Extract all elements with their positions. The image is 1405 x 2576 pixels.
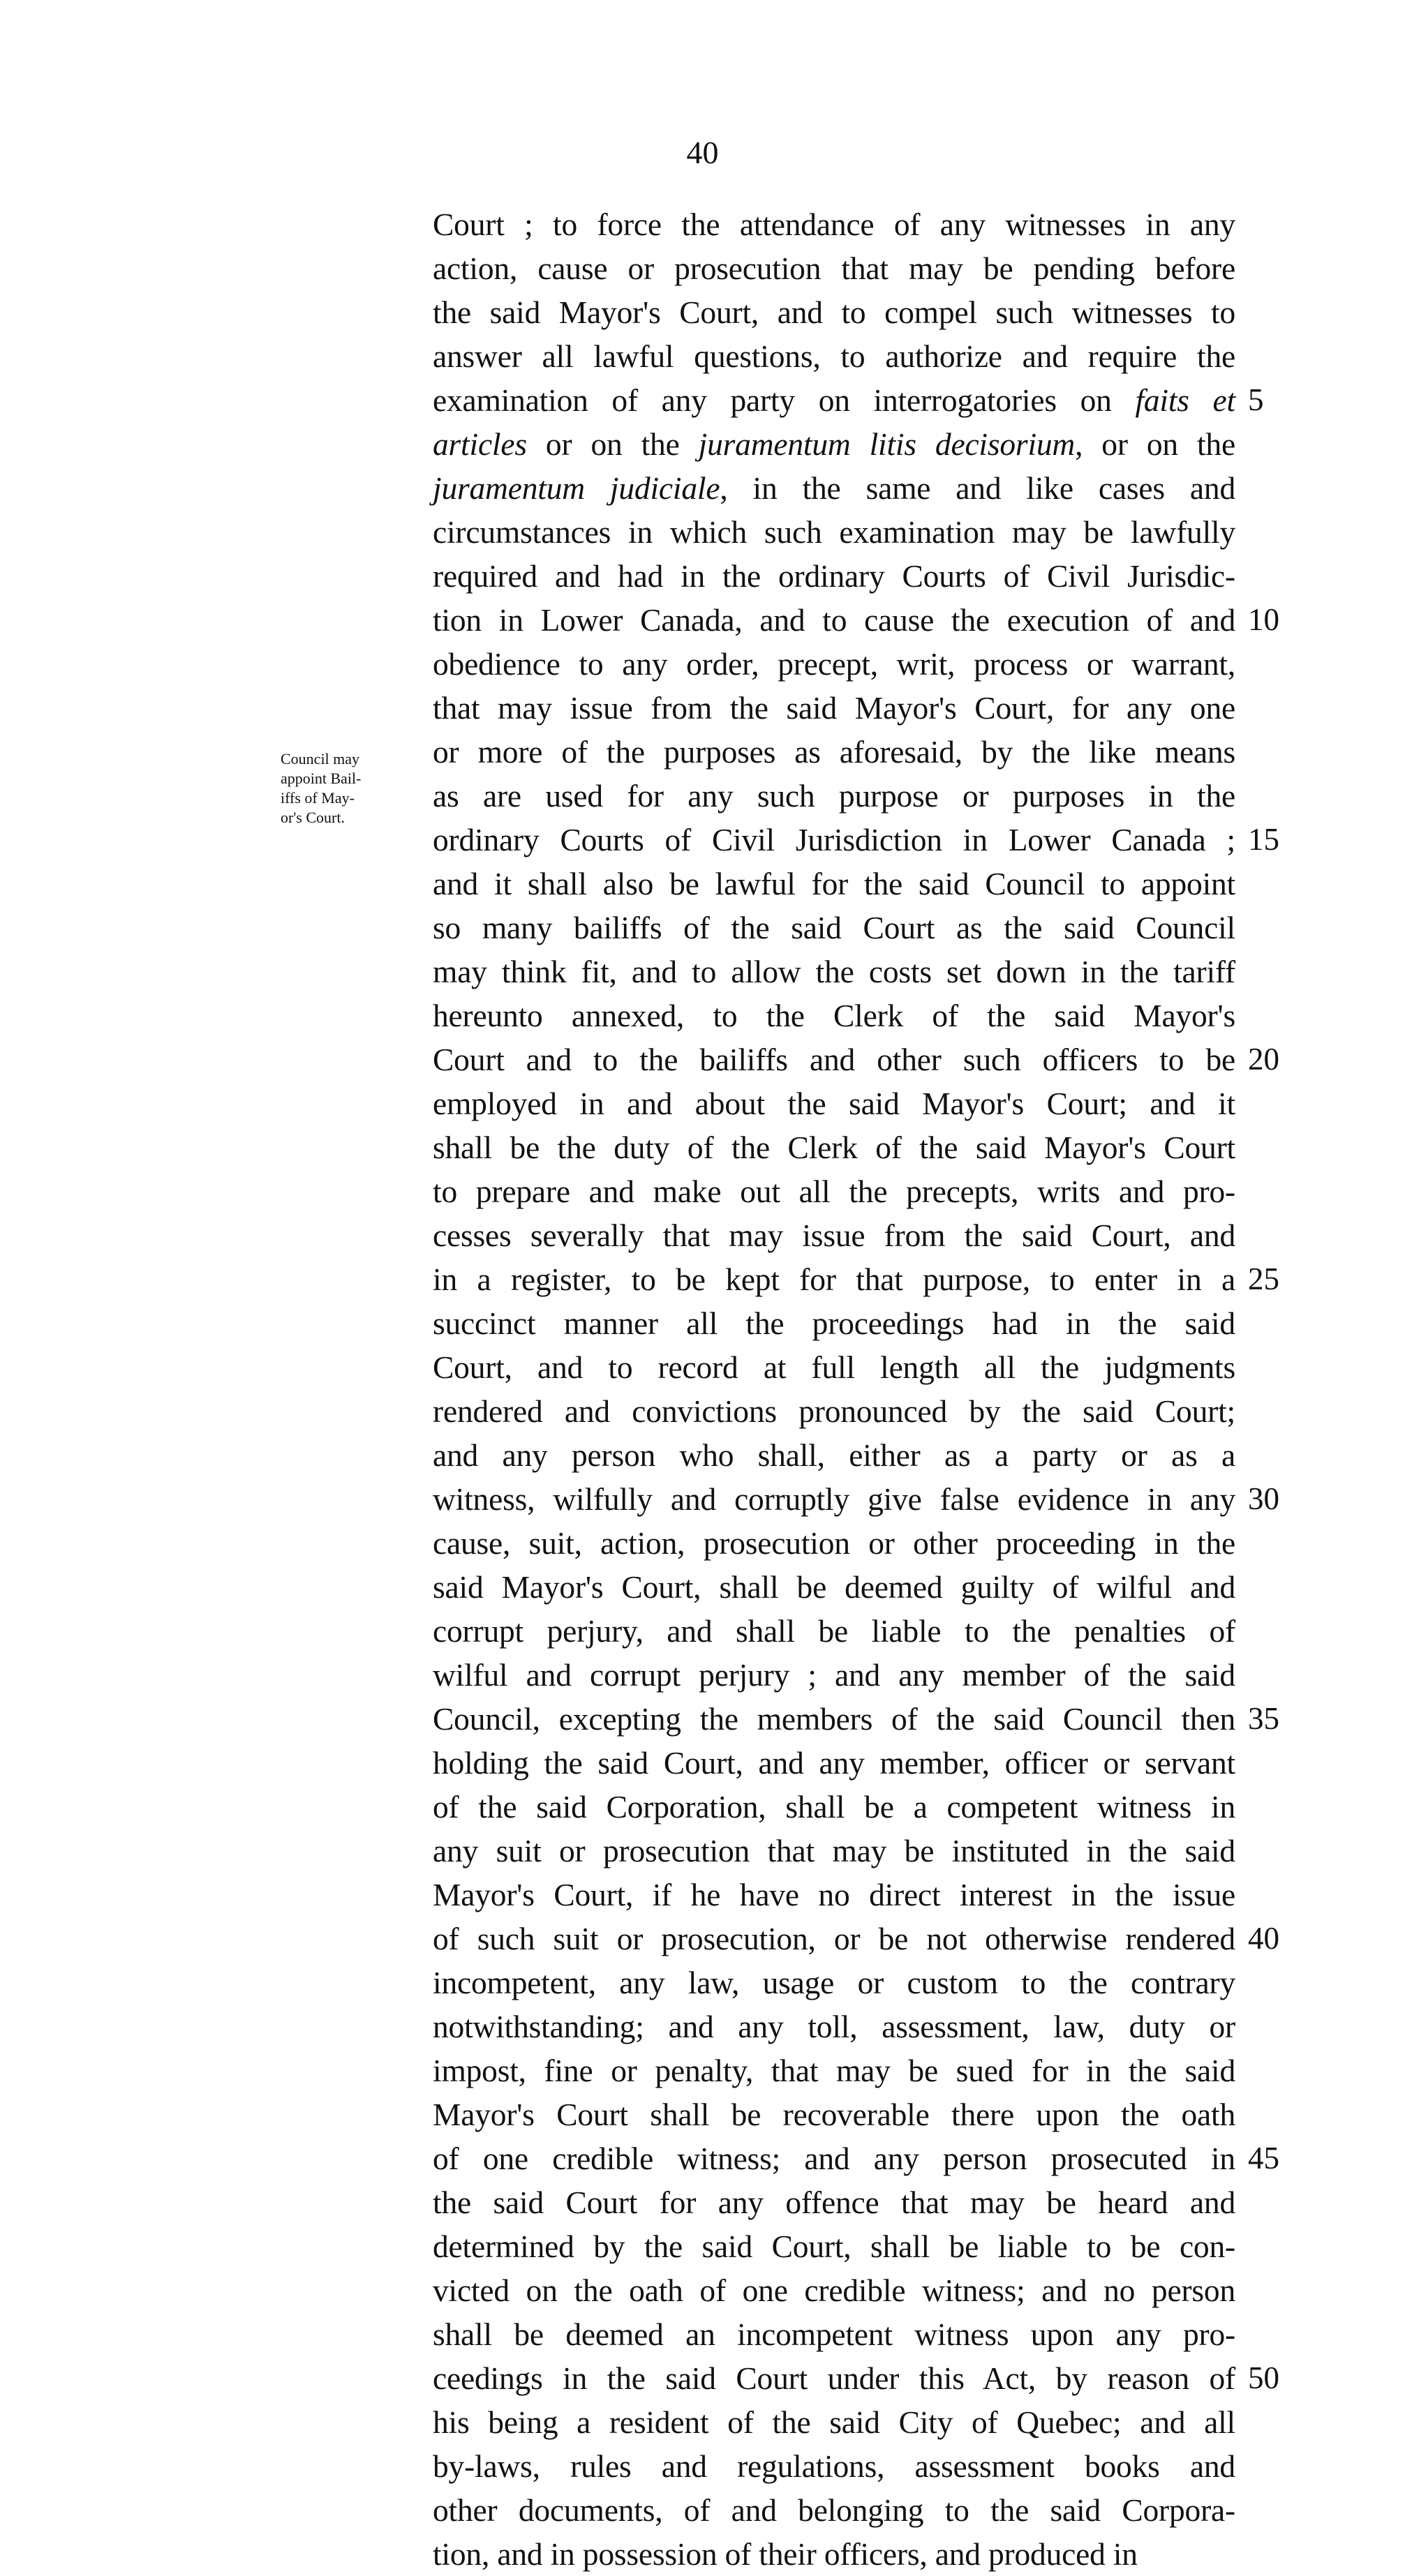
- text-line: so many bailiffs of the said Court as the said Council: [433, 910, 1235, 945]
- text-line: other documents, of and belonging to the said Corpora-: [433, 2492, 1235, 2528]
- text-line: to prepare and make out all the precepts, writs and pro-: [433, 1174, 1235, 1209]
- text-line: rendered and convictions pronounced by the said Court;: [433, 1393, 1235, 1429]
- margin-note-line: appoint Bail-: [281, 770, 362, 787]
- text-line: Council, excepting the members of the said Council then: [433, 1701, 1235, 1737]
- margin-note: [281, 749, 413, 828]
- text-line: said Mayor's Court, shall be deemed guilty of wilful and: [433, 1569, 1235, 1605]
- line-number: 50: [1248, 2360, 1279, 2395]
- text-line: his being a resident of the said City of Quebec; and all: [433, 2404, 1235, 2440]
- text-line: impost, fine or penalty, that may be sued for in the said: [433, 2053, 1235, 2088]
- text-line: action, cause or prosecution that may be pending before: [433, 250, 1235, 286]
- line-number: 5: [1248, 382, 1264, 417]
- text-line: Court ; to force the attendance of any witnesses in any: [433, 207, 1235, 242]
- text-line: employed in and about the said Mayor's Court; and it: [433, 1086, 1235, 1121]
- text-line: in a register, to be kept for that purpose, to enter in a: [433, 1261, 1235, 1297]
- text-line: cesses severally that may issue from the said Court, and: [433, 1218, 1235, 1253]
- text-line: determined by the said Court, shall be liable to be con-: [433, 2229, 1235, 2264]
- line-number: 30: [1248, 1481, 1279, 1516]
- text-line: circumstances in which such examination may be lawfully: [433, 514, 1235, 550]
- text-line: notwithstanding; and any toll, assessment, law, duty or: [433, 2009, 1235, 2044]
- text-line: witness, wilfully and corruptly give false evidence in any: [433, 1481, 1235, 1517]
- body-text: [433, 202, 1235, 2576]
- text-line: tion in Lower Canada, and to cause the execution of and: [433, 602, 1235, 638]
- text-line: the said Mayor's Court, and to compel such witnesses to: [433, 294, 1235, 330]
- text-line: of such suit or prosecution, or be not otherwise rendered: [433, 1921, 1235, 1956]
- margin-note-line: or's Court.: [281, 809, 345, 826]
- line-number: 20: [1248, 1042, 1279, 1077]
- line-number: 45: [1248, 2141, 1279, 2176]
- text-line: that may issue from the said Mayor's Court, for any one: [433, 690, 1235, 726]
- text-line: victed on the oath of one credible witness; and no person: [433, 2272, 1235, 2308]
- text-line: Court and to the bailiffs and other such officers to be: [433, 1042, 1235, 1077]
- text-line: ceedings in the said Court under this Act, by reason of: [433, 2360, 1235, 2396]
- text-line: examination of any party on interrogatories on faits et: [433, 382, 1235, 418]
- text-line: as are used for any such purpose or purposes in the: [433, 778, 1235, 814]
- text-line: juramentum judiciale, in the same and like cases and: [433, 470, 1236, 506]
- text-line: Court, and to record at full length all the judgments: [433, 1349, 1235, 1385]
- page-number: 40: [686, 135, 719, 170]
- text-line: any suit or prosecution that may be instituted in the said: [433, 1833, 1235, 1869]
- text-line: articles or on the juramentum litis decisorium, or on the: [433, 426, 1235, 462]
- text-line: shall be the duty of the Clerk of the said Mayor's Court: [433, 1130, 1235, 1165]
- text-line: corrupt perjury, and shall be liable to the penalties of: [433, 1613, 1235, 1649]
- text-line: of one credible witness; and any person prosecuted in: [433, 2141, 1235, 2176]
- line-number: 40: [1248, 1921, 1279, 1956]
- text-line: tion, and in possession of their officers, and produced in: [433, 2536, 1138, 2572]
- text-line: hereunto annexed, to the Clerk of the said Mayor's: [433, 998, 1235, 1033]
- margin-note-line: Council may: [281, 750, 360, 767]
- text-line: cause, suit, action, prosecution or other proceeding in the: [433, 1525, 1235, 1561]
- text-line: obedience to any order, precept, writ, process or warrant,: [433, 646, 1235, 682]
- text-line: the said Court for any offence that may be heard and: [433, 2185, 1235, 2220]
- margin-note-line: iffs of May-: [281, 789, 355, 807]
- text-line: may think fit, and to allow the costs set down in the tariff: [433, 954, 1235, 989]
- line-number: 25: [1248, 1261, 1279, 1296]
- line-number: 10: [1248, 602, 1279, 637]
- text-line: incompetent, any law, usage or custom to the contrary: [433, 1965, 1235, 2000]
- text-line: ordinary Courts of Civil Jurisdiction in Lower Canada ;: [433, 822, 1235, 858]
- text-line: holding the said Court, and any member, officer or servant: [433, 1745, 1235, 1781]
- text-line: and any person who shall, either as a party or as a: [433, 1437, 1235, 1473]
- text-line: shall be deemed an incompetent witness upon any pro-: [433, 2316, 1235, 2352]
- text-line: of the said Corporation, shall be a competent witness in: [433, 1789, 1235, 1825]
- text-line: Mayor's Court, if he have no direct interest in the issue: [433, 1877, 1235, 1912]
- text-line: and it shall also be lawful for the said Council to appoint: [433, 866, 1235, 901]
- text-line: Mayor's Court shall be recoverable there upon the oath: [433, 2097, 1235, 2132]
- text-line: succinct manner all the proceedings had in the said: [433, 1305, 1235, 1341]
- text-line: required and had in the ordinary Courts of Civil Jurisdic-: [433, 558, 1235, 594]
- line-number: 15: [1248, 822, 1279, 857]
- text-line: wilful and corrupt perjury ; and any member of the said: [433, 1657, 1235, 1693]
- text-line: or more of the purposes as aforesaid, by the like means: [433, 734, 1235, 770]
- line-number: 35: [1248, 1701, 1279, 1736]
- text-line: by-laws, rules and regulations, assessment books and: [433, 2448, 1235, 2484]
- text-line: answer all lawful questions, to authorize and require the: [433, 338, 1235, 374]
